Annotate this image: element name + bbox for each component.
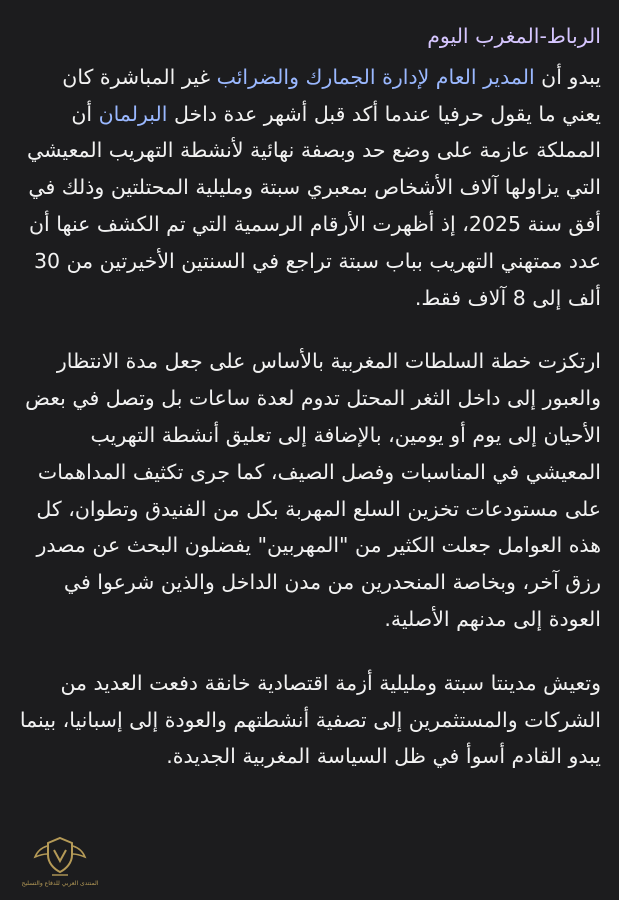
article-body <box>18 18 601 802</box>
link-customs-director[interactable]: المدير العام لإدارة الجمارك والضرائب <box>216 64 535 89</box>
paragraph-1-text-c: أن المملكة عازمة على وضع حد وبصفة نهائية لأنشطة التهريب المعيشي التي يزاولها آلاف الأشخاص بمعبري سبتة ومليلية المحتلتين وذلك في أفق سنة 2025، إذ أظهرت الأرقام الرسمية التي تم الكشف عنها أن عدد ممتهني التهريب بباب سبتة تراجع في السنتين الأخيرتين من 30 ألف إلى 8 آلاف فقط. <box>27 101 601 310</box>
watermark-caption: المنتدى العربي للدفاع والتسليح <box>21 880 99 887</box>
shield-wings-logo-icon <box>32 834 88 880</box>
article-dateline: الرباط-المغرب اليوم <box>427 24 601 48</box>
paragraph-1-text-b: غير المباشرة كان يعني ما يقول حرفيا عندما أكد قبل أشهر عدة داخل <box>62 64 601 126</box>
article-paragraph-2: ارتكزت خطة السلطات المغربية بالأساس على جعل مدة الانتظار والعبور إلى داخل الثغر المحتل تدوم لعدة ساعات بل وتصل في بعض الأحيان إلى يوم أو يومين، بالإضافة إلى تعليق أنشطة التهريب المعيشي في المناسبات وفصل الصيف، كما جرى تكثيف المداهمات على مستودعات تخزين السلع المهربة بكل من الفنيدق وتطوان، كل هذه العوامل جعلت الكثير من "المهربين" يفضلون البحث عن مصدر رزق آخر، وبخاصة المنحدرين من مدن الداخل والذين شرعوا في العودة إلى مدنهم الأصلية. <box>25 349 601 631</box>
article-paragraph-3: وتعيش مدينتا سبتة ومليلية أزمة اقتصادية خانقة دفعت العديد من الشركات والمستثمرين إلى تصفية أنشطتهم والعودة إلى إسبانيا، بينما يبدو القادم أسوأ في ظل السياسة المغربية الجديدة. <box>19 670 601 769</box>
link-parliament[interactable]: البرلمان <box>98 101 168 126</box>
paragraph-1-text-a: يبدو أن <box>534 64 601 89</box>
article-paragraph-1 <box>18 59 601 317</box>
watermark-logo <box>6 834 114 896</box>
